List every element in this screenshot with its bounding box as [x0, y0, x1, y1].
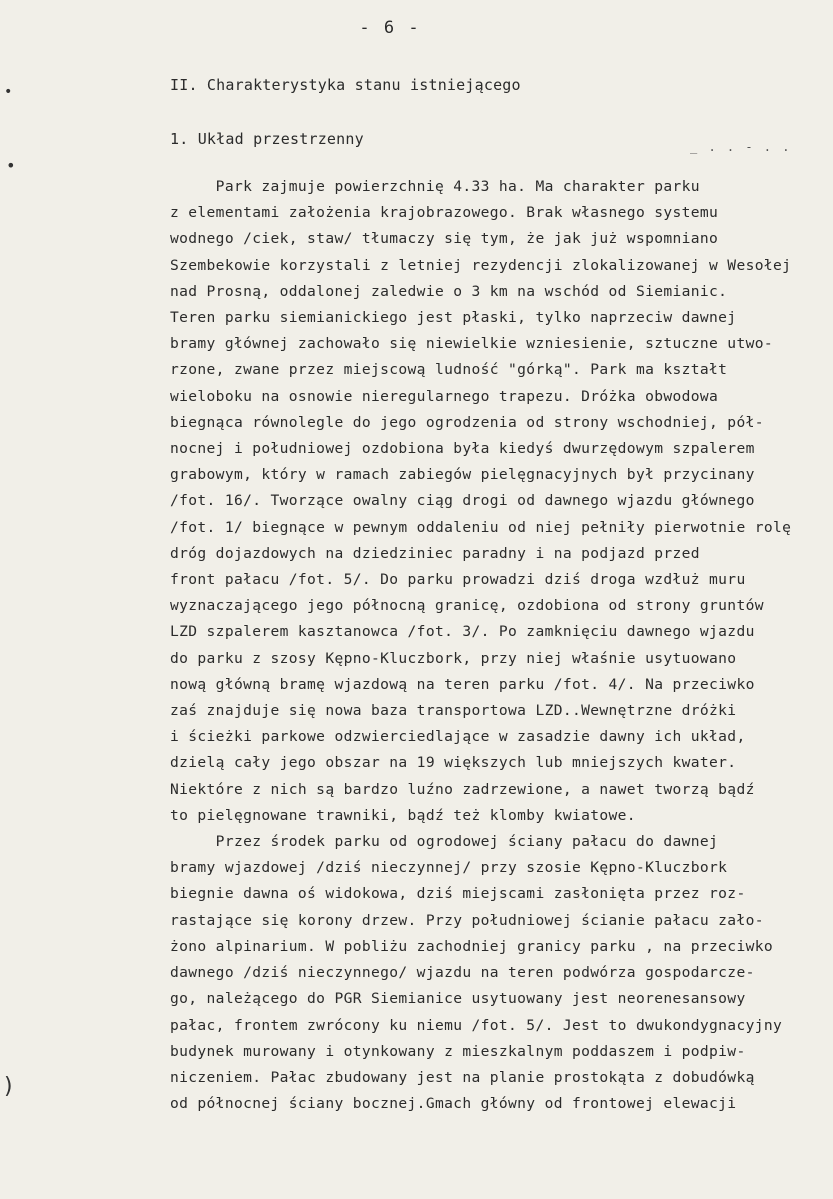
text-line: i ścieżki parkowe odzwierciedlające w zasadzie dawny ich układ, — [170, 728, 746, 746]
text-line: zaś znajduje się nowa baza transportowa LZD..Wewnętrzne dróżki — [170, 702, 737, 720]
text-line: żono alpinarium. W pobliżu zachodniej granicy parku , na przeciwko — [170, 937, 773, 955]
margin-ink-mark: • — [6, 156, 16, 175]
text-line: Teren parku siemianickiego jest płaski, tylko naprzeciw dawnej — [170, 309, 737, 327]
margin-dash-marks: _ . . - . . — [690, 140, 792, 154]
text-line: do parku z szosy Kępno-Kluczbork, przy niej właśnie usytuowano — [170, 649, 737, 667]
text-line: /fot. 16/. Tworzące owalny ciąg drogi od dawnego wjazdu głównego — [170, 492, 755, 510]
text-line: dzielą cały jego obszar na 19 większych lub mniejszych kwater. — [170, 754, 737, 772]
text-line: LZD szpalerem kasztanowca /fot. 3/. Po zamknięciu dawnego wjazdu — [170, 623, 755, 641]
text-line: dróg dojazdowych na dziedziniec paradny i na podjazd przed — [170, 544, 700, 562]
text-line: front pałacu /fot. 5/. Do parku prowadzi dziś droga wzdłuż muru — [170, 571, 746, 589]
text-line: wieloboku na osnowie nieregularnego trapezu. Dróżka obwodowa — [170, 387, 719, 405]
text-line: rzone, zwane przez miejscową ludność "górką". Park ma kształt — [170, 361, 728, 379]
text-line: /fot. 1/ biegnące w pewnym oddaleniu od niej pełniły pierwotnie rolę — [170, 518, 792, 536]
text-line: rastające się korony drzew. Przy południowej ścianie pałacu zało- — [170, 911, 764, 929]
body-text — [170, 174, 820, 1117]
text-line: go, należącego do PGR Siemianice usytuowany jest neorenesansowy — [170, 990, 746, 1008]
page-number: - 6 - — [359, 18, 421, 38]
text-line: bramy głównej zachowało się niewielkie wzniesienie, sztuczne utwo- — [170, 335, 773, 353]
text-line: Przez środek parku od ogrodowej ściany pałacu do dawnej — [170, 833, 719, 851]
text-line: nocnej i południowej ozdobiona była kiedyś dwurzędowym szpalerem — [170, 440, 755, 458]
text-line: wodnego /ciek, staw/ tłumaczy się tym, że jak już wspomniano — [170, 230, 719, 248]
text-line: budynek murowany i otynkowany z mieszkalnym poddaszem i podpiw- — [170, 1042, 746, 1060]
text-line: biegnie dawna oś widokowa, dziś miejscami zasłonięta przez roz- — [170, 885, 746, 903]
text-line: dawnego /dziś nieczynnego/ wjazdu na teren podwórza gospodarcze- — [170, 964, 755, 982]
text-line: Szembekowie korzystali z letniej rezydencji zlokalizowanej w Wesołej — [170, 256, 792, 274]
text-line: pałac, frontem zwrócony ku niemu /fot. 5/. Jest to dwukondygnacyjny — [170, 1016, 783, 1034]
text-line: to pielęgnowane trawniki, bądź też klomby kwiatowe. — [170, 806, 636, 824]
text-line: bramy wjazdowej /dziś nieczynnej/ przy szosie Kępno-Kluczbork — [170, 859, 728, 877]
text-line: wyznaczającego jego północną granicę, ozdobiona od strony gruntów — [170, 597, 764, 615]
section-heading: II. Charakterystyka stanu istniejącego — [170, 76, 521, 94]
text-line: Niektóre z nich są bardzo luźno zadrzewione, a nawet tworzą bądź — [170, 780, 755, 798]
text-line: Park zajmuje powierzchnię 4.33 ha. Ma charakter parku — [170, 178, 700, 195]
text-line: nad Prosną, oddalonej zaledwie o 3 km na wschód od Siemianic. — [170, 282, 728, 300]
text-line: niczeniem. Pałac zbudowany jest na planie prostokąta z dobudówką — [170, 1068, 755, 1086]
text-line: z elementami założenia krajobrazowego. Brak własnego systemu — [170, 204, 719, 222]
margin-dot-mark: • — [4, 84, 13, 100]
text-line: biegnąca równolegle do jego ogrodzenia od strony wschodniej, pół- — [170, 413, 764, 431]
text-line: grabowym, który w ramach zabiegów pielęgnacyjnych był przycinany — [170, 466, 755, 484]
margin-bracket-mark: ) — [2, 1074, 16, 1099]
text-line: od północnej ściany bocznej.Gmach główny od frontowej elewacji — [170, 1095, 737, 1113]
subsection-heading: 1. Układ przestrzenny — [170, 130, 364, 148]
text-line: nową główną bramę wjazdową na teren parku /fot. 4/. Na przeciwko — [170, 675, 755, 693]
